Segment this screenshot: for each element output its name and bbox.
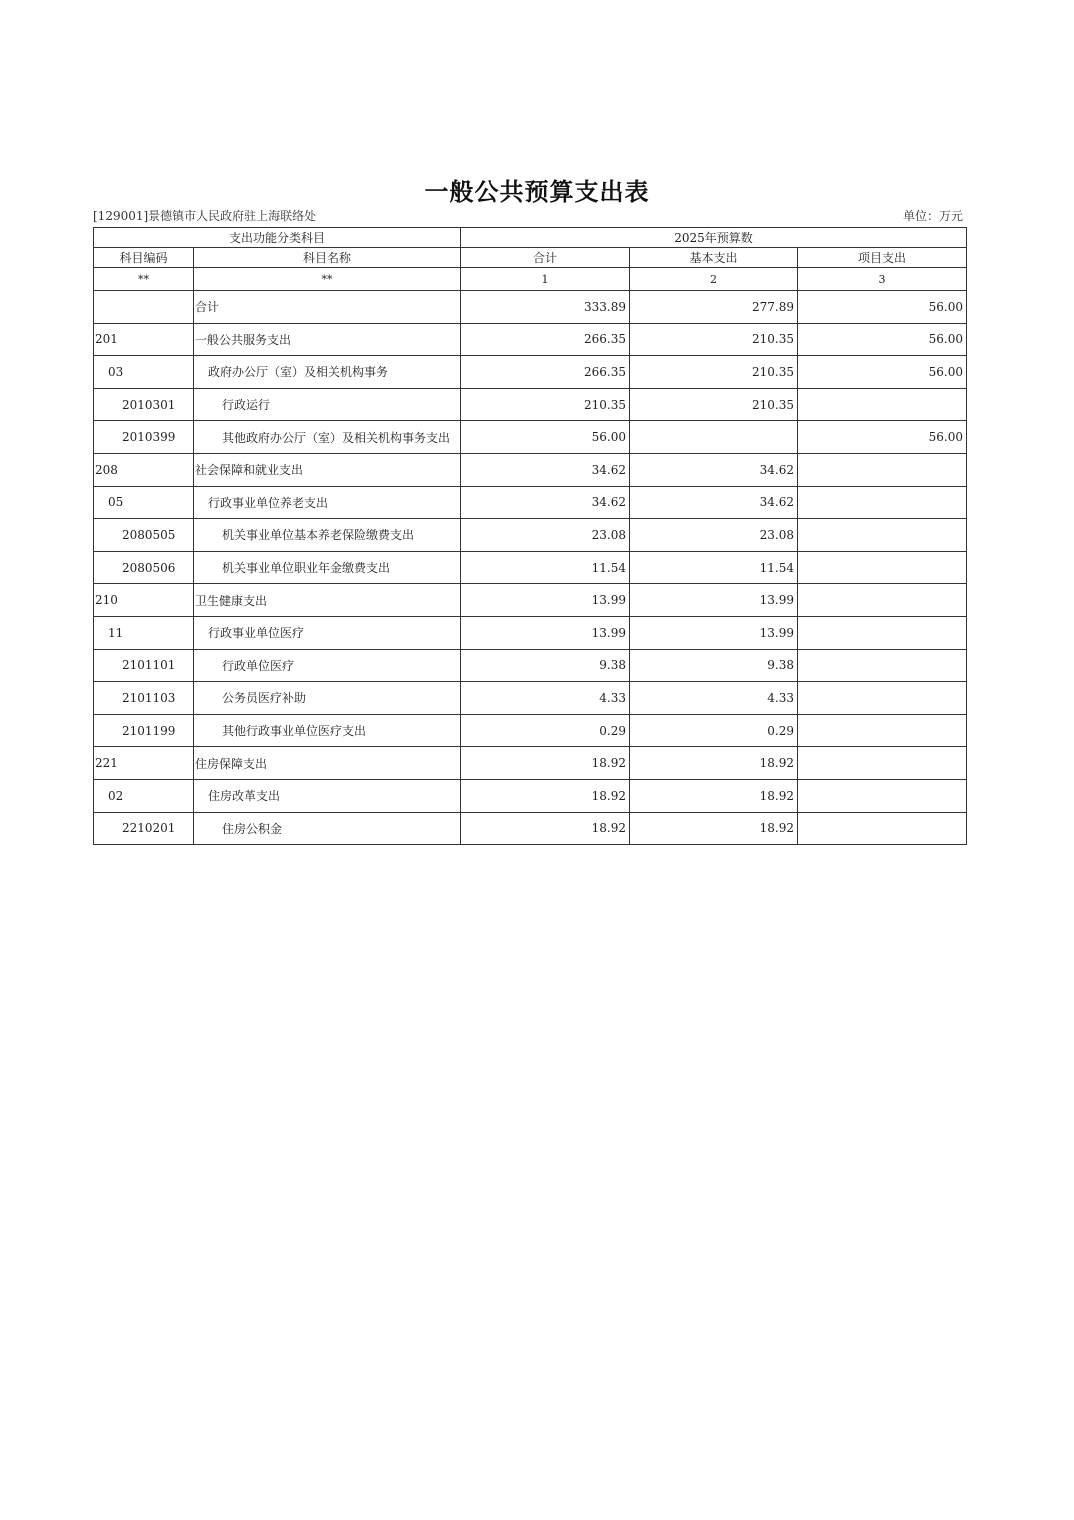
header-group-left: 支出功能分类科目 [94,228,461,248]
table-row [94,747,967,780]
header-col-name: 科目名称 [194,248,461,268]
index-total: 1 [461,268,630,291]
header-column-row [94,248,967,268]
cell-name: 卫生健康支出 [194,584,461,617]
cell-code: 03 [94,356,194,389]
unit-label: 单位：万元 [902,209,963,223]
table-row [94,291,967,324]
cell-name: 其他政府办公厅（室）及相关机构事务支出 [194,421,461,454]
cell-name: 其他行政事业单位医疗支出 [194,714,461,747]
index-name: ** [194,268,461,291]
cell-basic: 9.38 [630,649,798,682]
header-group-right: 2025年预算数 [461,228,967,248]
header-col-total: 合计 [461,248,630,268]
table-row [94,682,967,715]
cell-project [798,812,967,845]
cell-total: 56.00 [461,421,630,454]
table-row [94,714,967,747]
header-index-row [94,268,967,291]
index-code: ** [94,268,194,291]
cell-code: 201 [94,323,194,356]
cell-project [798,714,967,747]
cell-name: 住房改革支出 [194,779,461,812]
cell-basic: 0.29 [630,714,798,747]
cell-project [798,649,967,682]
document-meta-row [93,207,965,225]
cell-basic: 13.99 [630,616,798,649]
cell-code [94,291,194,324]
cell-total: 18.92 [461,747,630,780]
cell-name: 合计 [194,291,461,324]
cell-code: 2010399 [94,421,194,454]
cell-basic: 18.92 [630,779,798,812]
cell-project [798,388,967,421]
table-row [94,812,967,845]
cell-project [798,519,967,552]
cell-code: 05 [94,486,194,519]
table-row [94,421,967,454]
cell-name: 行政事业单位医疗 [194,616,461,649]
cell-project [798,486,967,519]
cell-basic: 210.35 [630,388,798,421]
cell-total: 11.54 [461,551,630,584]
cell-total: 18.92 [461,779,630,812]
cell-code: 2101101 [94,649,194,682]
cell-basic: 4.33 [630,682,798,715]
cell-name: 行政事业单位养老支出 [194,486,461,519]
cell-project [798,779,967,812]
cell-total: 13.99 [461,584,630,617]
cell-name: 一般公共服务支出 [194,323,461,356]
cell-name: 机关事业单位基本养老保险缴费支出 [194,519,461,552]
cell-name: 住房保障支出 [194,747,461,780]
index-project: 3 [798,268,967,291]
header-col-project: 项目支出 [798,248,967,268]
cell-total: 4.33 [461,682,630,715]
cell-name: 政府办公厅（室）及相关机构事务 [194,356,461,389]
header-col-code: 科目编码 [94,248,194,268]
cell-total: 266.35 [461,323,630,356]
cell-code: 2210201 [94,812,194,845]
table-row [94,649,967,682]
table-row [94,453,967,486]
cell-basic: 210.35 [630,323,798,356]
cell-name: 公务员医疗补助 [194,682,461,715]
cell-project [798,551,967,584]
cell-basic: 18.92 [630,747,798,780]
unit-org-label: [129001]景德镇市人民政府驻上海联络处 [93,209,317,223]
table-row [94,779,967,812]
cell-total: 210.35 [461,388,630,421]
cell-code: 02 [94,779,194,812]
cell-total: 23.08 [461,519,630,552]
cell-project: 56.00 [798,356,967,389]
cell-total: 0.29 [461,714,630,747]
cell-project: 56.00 [798,421,967,454]
cell-project [798,453,967,486]
table-row [94,551,967,584]
cell-basic [630,421,798,454]
cell-name: 机关事业单位职业年金缴费支出 [194,551,461,584]
table-row [94,388,967,421]
cell-code: 208 [94,453,194,486]
index-basic: 2 [630,268,798,291]
cell-code: 221 [94,747,194,780]
cell-basic: 34.62 [630,486,798,519]
cell-project [798,584,967,617]
cell-name: 社会保障和就业支出 [194,453,461,486]
cell-name: 行政单位医疗 [194,649,461,682]
cell-total: 34.62 [461,486,630,519]
cell-total: 333.89 [461,291,630,324]
cell-basic: 34.62 [630,453,798,486]
header-col-basic: 基本支出 [630,248,798,268]
cell-code: 11 [94,616,194,649]
cell-basic: 210.35 [630,356,798,389]
cell-code: 2101103 [94,682,194,715]
cell-project [798,747,967,780]
budget-expenditure-table [93,227,967,845]
cell-code: 210 [94,584,194,617]
table-row [94,323,967,356]
cell-basic: 18.92 [630,812,798,845]
cell-name: 行政运行 [194,388,461,421]
cell-total: 9.38 [461,649,630,682]
cell-code: 2080506 [94,551,194,584]
cell-name: 住房公积金 [194,812,461,845]
cell-basic: 23.08 [630,519,798,552]
cell-project: 56.00 [798,291,967,324]
cell-total: 13.99 [461,616,630,649]
cell-code: 2080505 [94,519,194,552]
header-group-row [94,228,967,248]
cell-basic: 11.54 [630,551,798,584]
cell-project: 56.00 [798,323,967,356]
cell-project [798,616,967,649]
cell-code: 2101199 [94,714,194,747]
cell-basic: 277.89 [630,291,798,324]
cell-total: 266.35 [461,356,630,389]
cell-project [798,682,967,715]
table-row [94,519,967,552]
cell-code: 2010301 [94,388,194,421]
table-row [94,356,967,389]
document-title: 一般公共预算支出表 [424,177,650,206]
table-row [94,486,967,519]
cell-total: 34.62 [461,453,630,486]
cell-total: 18.92 [461,812,630,845]
table-row [94,584,967,617]
table-row [94,616,967,649]
cell-basic: 13.99 [630,584,798,617]
